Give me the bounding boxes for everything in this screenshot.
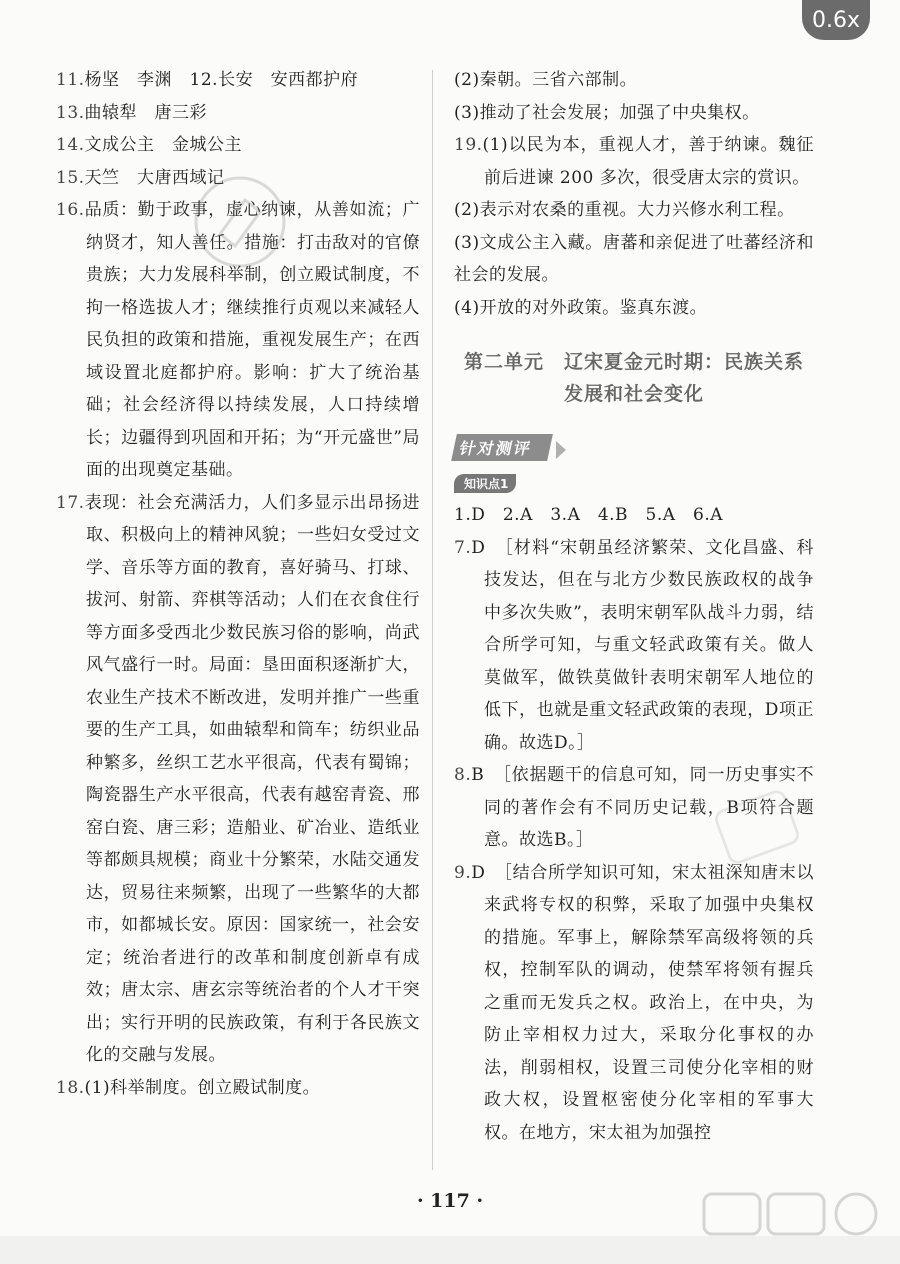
item-number: 16. <box>56 200 85 220</box>
arrow-right-icon <box>556 441 566 459</box>
unit-title <box>454 346 814 410</box>
item-number: 13. <box>56 102 85 123</box>
right-column <box>454 64 814 1149</box>
answer-item <box>454 532 814 760</box>
item-text: B ［依据题干的信息可知，同一历史事实不同的著作会有不同历史记载，B项符合题意。故选B。］ <box>471 765 814 850</box>
unit-title-line: 第二单元 辽宋夏金元时期：民族关系 <box>463 351 804 373</box>
bottom-bar <box>0 1236 900 1264</box>
item-number: 8. <box>454 765 472 785</box>
knowledge-point-tag: 知识点1 <box>454 474 516 493</box>
item-number: 11. <box>56 70 85 90</box>
answer-item <box>56 97 420 130</box>
answer-item <box>56 129 420 162</box>
playback-speed-badge[interactable]: 0.6x <box>802 0 870 40</box>
item-text: 文成公主 金城公主 <box>84 135 243 155</box>
stamp-watermark-icon <box>190 172 290 272</box>
unit-title-line: 发展和社会变化 <box>563 383 704 405</box>
answer-sub-item: (3)文成公主入藏。唐蕃和亲促进了吐蕃经济和社会的发展。 <box>454 232 814 285</box>
item-text: D ［结合所学知识可知，宋太祖深知唐末以来武将专权的积弊，采取了加强中央集权的措施。军事上，解除禁军高级将领的兵权，控制军队的调动，使禁军将领有握兵之重而无发兵之权。政治上，在中央，为防止宰相权力过大，采取分化事权的办法，削弱相权，设置三司使分化宰相的财政大权，设置枢密使分化宰相的军事大权。在地方，宋太祖为加强控 <box>471 862 814 1143</box>
answer-item <box>454 857 814 1150</box>
item-text: 品质：勤于政事，虚心纳谏，从善如流；广纳贤才，知人善任。措施：打击敌对的官僚贵族；大力发展科举制，创立殿试制度，不拘一格选拔人才；继续推行贞观以来减轻人民负担的政策和措施，重视发展生产；在西域设置北庭都护府。影响：扩大了统治基础；社会经济得以持续发展，人口持续增长；边疆得到巩固和开拓；为“开元盛世”局面的出现奠定基础。 <box>84 200 420 480</box>
answer-sub-item: (2)表示对农桑的重视。大力兴修水利工程。 <box>454 200 795 220</box>
item-number: 9. <box>454 862 472 883</box>
item-text: 曲辕犁 唐三彩 <box>84 102 208 123</box>
item-number: 7. <box>454 537 472 558</box>
answer-sub-item: (2)秦朝。三省六部制。 <box>454 70 638 90</box>
item-number: 15. <box>56 167 85 188</box>
banner-label: 针对测评 <box>451 434 553 461</box>
item-number: 18. <box>56 1077 85 1098</box>
answer-item <box>56 487 420 1072</box>
stamp-watermark-icon <box>712 782 802 872</box>
item-text: D ［材料“宋朝虽经济繁荣、文化昌盛、科技发达，但在与北方少数民族政权的战争中多次失败”，表明宋朝军队战斗力弱，结合所学可知，与重文轻武政策有关。做人莫做军，做铁莫做针表明宋朝军人地位的低下，也就是重文轻武政策的表现，D项正确。故选D。］ <box>471 537 814 753</box>
item-number: 17. <box>56 492 85 513</box>
item-number: 14. <box>56 135 85 155</box>
item-text: 表现：社会充满活力，人们多显示出昂扬进取、积极向上的精神风貌；一些妇女受过文学、音乐等方面的教育，喜好骑马、打球、拔河、射箭、弈棋等活动；人们在衣食住行等方面多受西北少数民族习俗的影响，尚武风气盛行一时。局面：垦田面积逐渐扩大，农业生产技术不断改进，发明并推广一些重要的生产工具，如曲辕犁和筒车；纺织业品种繁多，丝织工艺水平很高，代表有蜀锦；陶瓷器生产水平很高，代表有越窑青瓷、邢窑白瓷、唐三彩；造船业、矿冶业、造纸业等都颇具规模；商业十分繁荣，水陆交通发达，贸易往来频繁，出现了一些繁华的大都市，如都城长安。原因：国家统一，社会安定；统治者进行的改革和制度创新卓有成效；唐太宗、唐玄宗等统治者的个人才干突出；实行开明的民族政策，有利于各民族文化的交融与发展。 <box>84 492 420 1065</box>
page-number: · 117 · <box>416 1190 484 1212</box>
choice-answers: 1.D 2.A 3.A 4.B 5.A 6.A <box>454 505 724 525</box>
answer-sub-item: (4)开放的对外政策。鉴真东渡。 <box>454 297 708 318</box>
item-text: (1)以民为本，重视人才，善于纳谏。魏征前后进谏 200 多次，很受唐太宗的赏识。 <box>482 135 814 188</box>
item-text: 杨坚 李渊 12.长安 安西都护府 <box>84 70 359 90</box>
answer-item <box>454 129 814 194</box>
item-number: 19. <box>454 135 483 155</box>
answer-item <box>56 64 420 97</box>
answer-item <box>56 1072 420 1105</box>
column-divider <box>432 70 433 1170</box>
answer-sub-item: (3)推动了社会发展；加强了中央集权。 <box>454 102 760 123</box>
section-banner <box>454 434 566 462</box>
item-text: 天竺 大唐西域记 <box>84 167 225 188</box>
item-text: (1)科举制度。创立殿试制度。 <box>84 1077 321 1098</box>
